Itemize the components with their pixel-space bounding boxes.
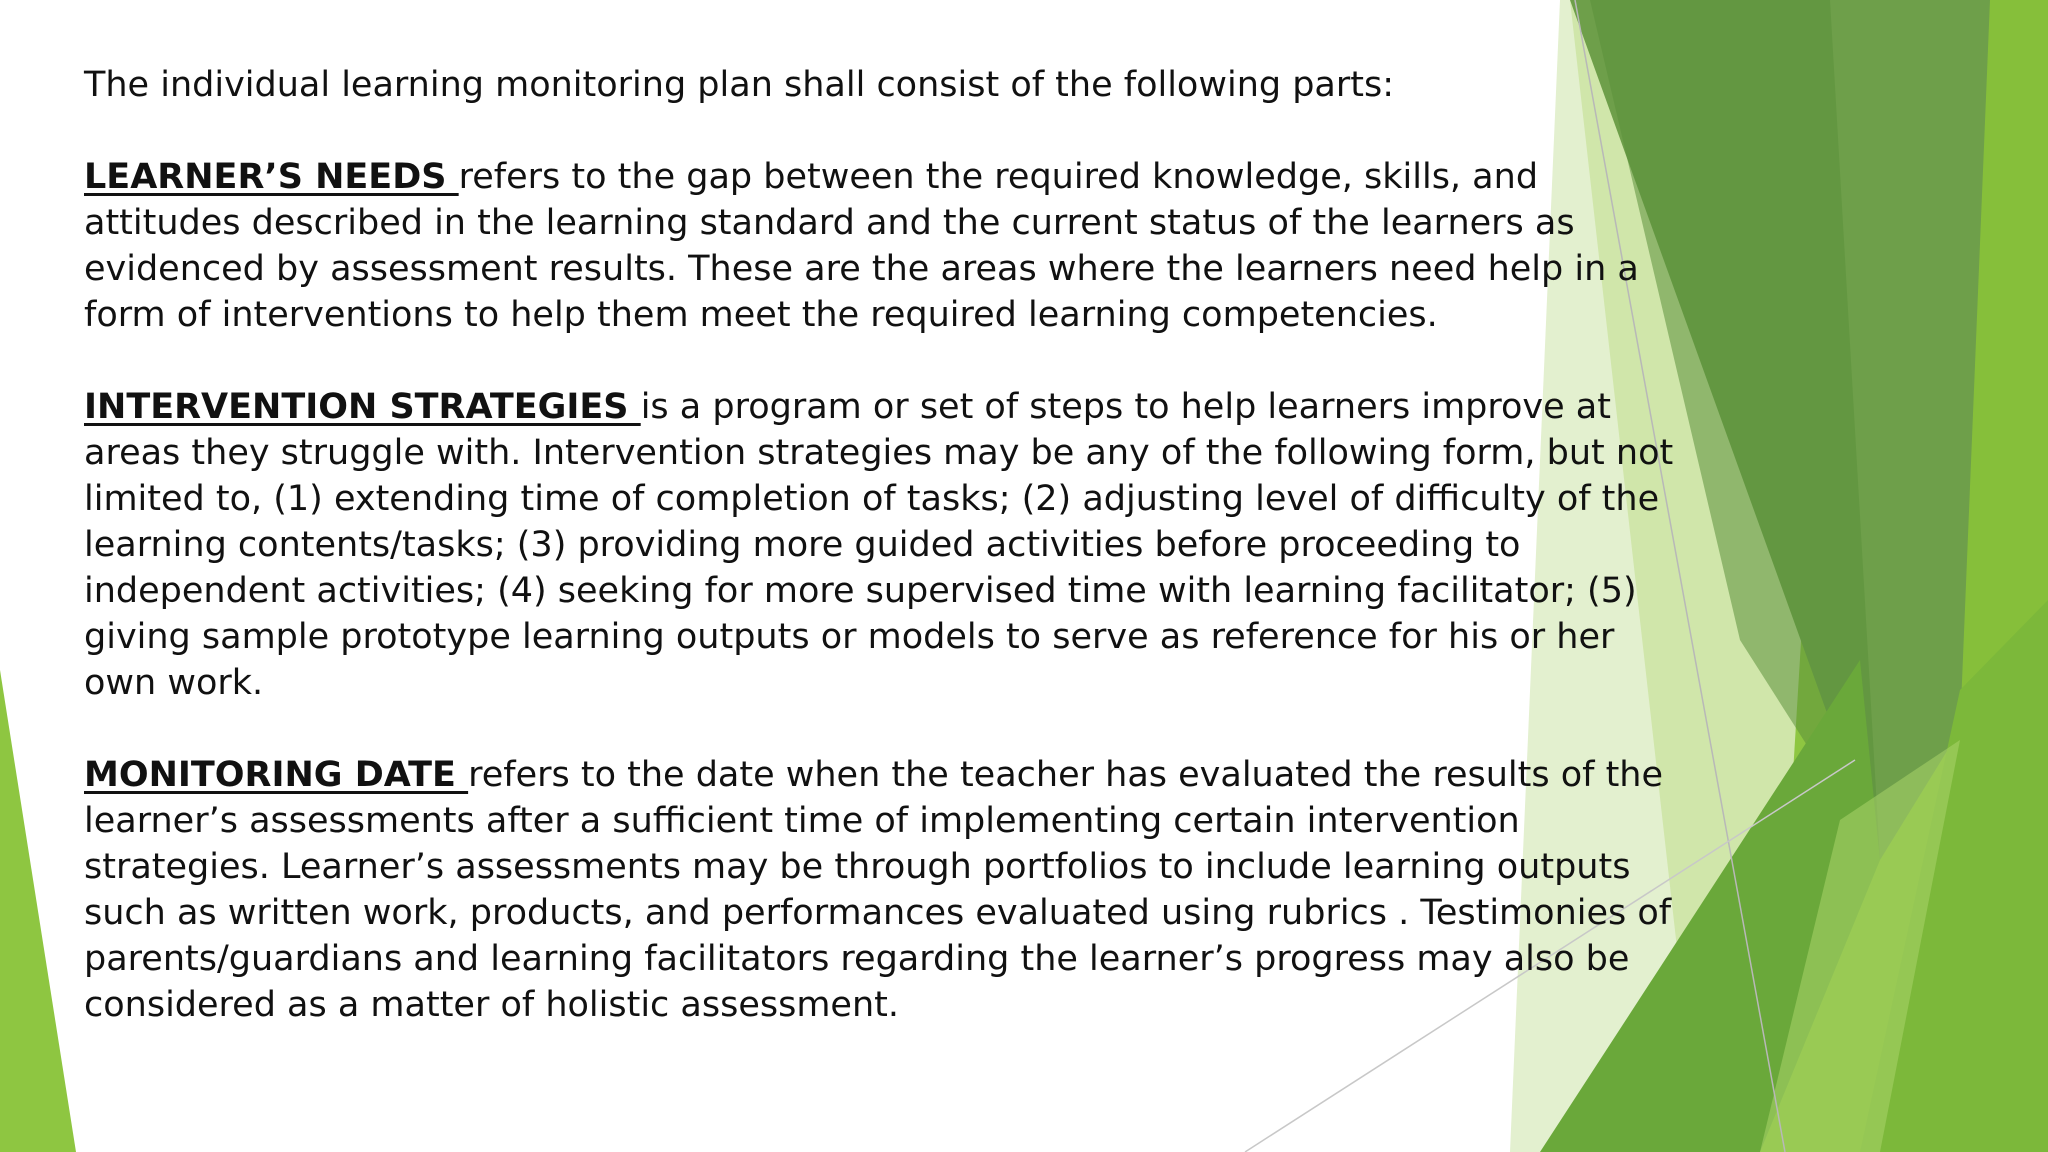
intervention-strategies-term: INTERVENTION STRATEGIES [84,387,641,427]
monitoring-date-term: MONITORING DATE [84,755,469,795]
monitoring-date-text: refers to the date when the teacher has evaluated the results of the learner’s assessments after a sufficient time of implementing certain intervention strategies. Learner’s assessments may be through portfolios to include learning outputs such as written work, products, and performances evaluated using rubrics . Testimonies of parents/guardians and learning facilitators regarding the learner’s progress may also be considered as a matter of holistic assessment. [84,755,1672,1025]
facet-left-sliver [0,670,76,1152]
learners-needs-text: refers to the gap between the required knowledge, skills, and attitudes described in the learning standard and the current status of the learners as evidenced by assessment results. These are the areas where the learners need help in a form of interventions to help them meet the required learning competencies. [84,157,1639,335]
intro-paragraph: The individual learning monitoring plan shall consist of the following parts: [84,65,1395,105]
slide-body [84,62,1694,1028]
intervention-strategies-text: is a program or set of steps to help learners improve at areas they struggle with. Intervention strategies may be any of the following form, but not limited to, (1) extending time of completion of tasks; (2) adjusting level of difficulty of the learning contents/tasks; (3) providing more guided activities before proceeding to independent activities; (4) seeking for more supervised time with learning facilitator; (5) giving sample prototype learning outputs or models to serve as reference for his or her own work. [84,387,1674,703]
intervention-strategies-paragraph [84,384,1694,706]
monitoring-date-paragraph [84,752,1694,1028]
learners-needs-paragraph [84,154,1694,338]
learners-needs-term: LEARNER’S NEEDS [84,157,459,197]
